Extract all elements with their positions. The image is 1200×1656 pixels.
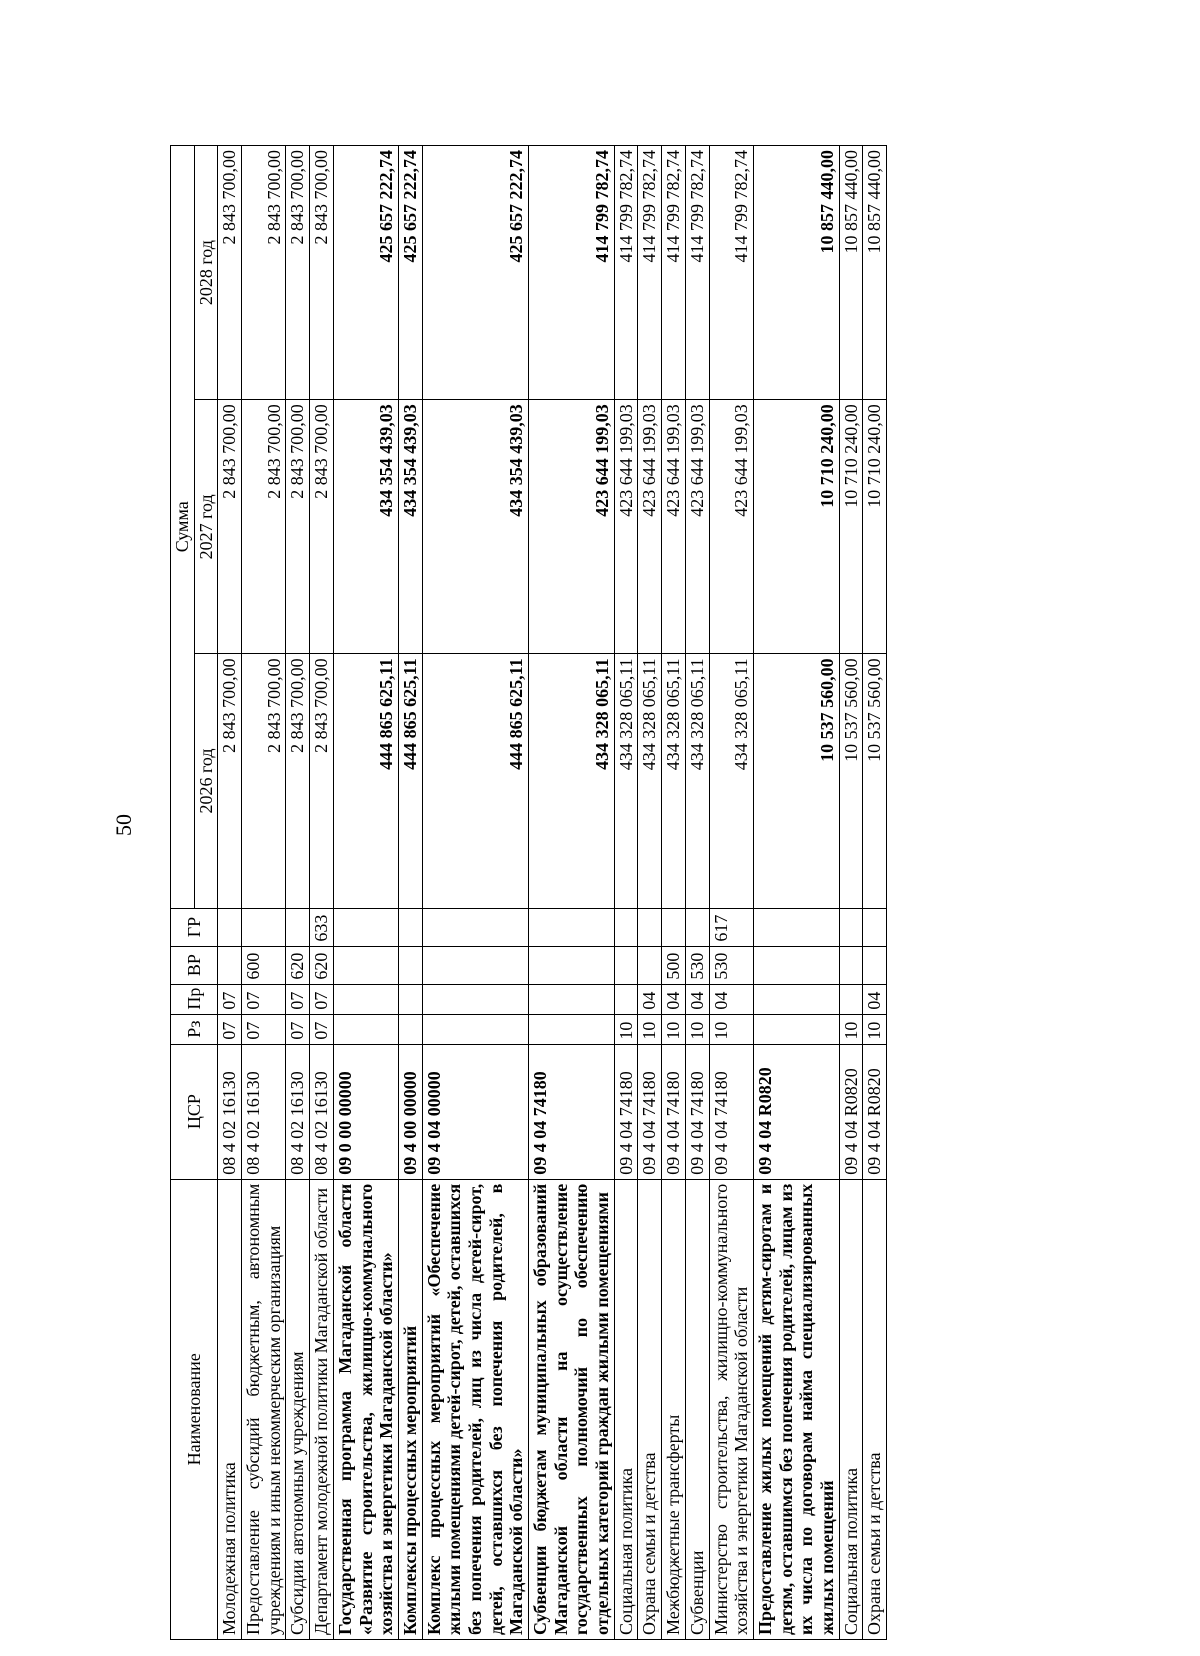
header-sum: Сумма <box>171 146 195 909</box>
header-year-2027: 2027 год <box>194 400 218 654</box>
cell-csr: 09 4 00 00000 <box>398 1044 422 1179</box>
cell-2026: 2 843 700,00 <box>286 654 310 908</box>
cell-csr: 09 4 04 74180 <box>662 1044 686 1179</box>
cell-gr <box>333 908 398 946</box>
cell-csr: 08 4 02 16130 <box>218 1044 242 1179</box>
cell-name: Социальная политика <box>614 1179 638 1639</box>
table-row <box>662 146 686 1640</box>
header-rz: Рз <box>171 1014 218 1044</box>
cell-2026: 10 537 560,00 <box>863 654 887 908</box>
header-pr: Пр <box>171 984 218 1014</box>
table-row <box>242 146 286 1640</box>
cell-name: Молодежная политика <box>218 1179 242 1639</box>
header-gr: ГР <box>171 908 218 946</box>
cell-pr: 07 <box>286 984 310 1014</box>
cell-2028: 425 657 222,74 <box>422 146 528 400</box>
cell-2026: 434 328 065,11 <box>662 654 686 908</box>
cell-name: Субвенции бюджетам муниципальных образований Магаданской области на осуществление государственных полномочий по обеспечению отдельных категорий граждан жилыми помещениями <box>529 1179 615 1639</box>
table-row <box>333 146 398 1640</box>
header-csr: ЦСР <box>171 1044 218 1179</box>
cell-csr: 09 4 04 74180 <box>638 1044 662 1179</box>
budget-table <box>170 145 887 1640</box>
cell-csr: 09 4 04 R0820 <box>753 1044 839 1179</box>
cell-rz <box>333 1014 398 1044</box>
cell-pr <box>753 984 839 1014</box>
cell-name: Предоставление жилых помещений детям-сиротам и детям, оставшимся без попечения родителей, лицам из их числа по договорам найма специализированных жилых помещений <box>753 1179 839 1639</box>
cell-csr: 09 4 04 74180 <box>709 1044 753 1179</box>
cell-rz <box>529 1014 615 1044</box>
cell-2026: 2 843 700,00 <box>310 654 334 908</box>
cell-pr: 07 <box>242 984 286 1014</box>
cell-pr <box>839 984 863 1014</box>
cell-csr: 09 4 04 R0820 <box>839 1044 863 1179</box>
table-row <box>638 146 662 1640</box>
cell-2028: 414 799 782,74 <box>709 146 753 400</box>
cell-rz: 07 <box>286 1014 310 1044</box>
cell-2027: 10 710 240,00 <box>839 400 863 654</box>
cell-2028: 414 799 782,74 <box>638 146 662 400</box>
cell-2028: 414 799 782,74 <box>685 146 709 400</box>
cell-pr: 07 <box>310 984 334 1014</box>
cell-vr: 530 <box>685 946 709 984</box>
cell-2027: 423 644 199,03 <box>685 400 709 654</box>
cell-pr <box>614 984 638 1014</box>
cell-2026: 444 865 625,11 <box>398 654 422 908</box>
cell-csr: 08 4 02 16130 <box>286 1044 310 1179</box>
table-row <box>839 146 863 1640</box>
header-year-2028: 2028 год <box>194 146 218 400</box>
cell-2028: 10 857 440,00 <box>839 146 863 400</box>
cell-gr <box>614 908 638 946</box>
cell-2028: 10 857 440,00 <box>753 146 839 400</box>
cell-csr: 08 4 02 16130 <box>242 1044 286 1179</box>
cell-pr: 04 <box>638 984 662 1014</box>
cell-vr <box>863 946 887 984</box>
cell-2028: 10 857 440,00 <box>863 146 887 400</box>
cell-2028: 2 843 700,00 <box>242 146 286 400</box>
cell-name: Министерство строительства, жилищно-коммунального хозяйства и энергетики Магаданской области <box>709 1179 753 1639</box>
cell-2026: 10 537 560,00 <box>753 654 839 908</box>
cell-vr: 500 <box>662 946 686 984</box>
cell-name: Межбюджетные трансферты <box>662 1179 686 1639</box>
cell-2027: 423 644 199,03 <box>662 400 686 654</box>
cell-2027: 434 354 439,03 <box>398 400 422 654</box>
cell-name: Охрана семьи и детства <box>863 1179 887 1639</box>
cell-name: Охрана семьи и детства <box>638 1179 662 1639</box>
cell-pr <box>333 984 398 1014</box>
table-row <box>614 146 638 1640</box>
cell-rz <box>398 1014 422 1044</box>
cell-pr: 07 <box>218 984 242 1014</box>
table-row <box>863 146 887 1640</box>
cell-name: Субсидии автономным учреждениям <box>286 1179 310 1639</box>
cell-2026: 434 328 065,11 <box>614 654 638 908</box>
cell-name: Комплекс процессных мероприятий «Обеспечение жилыми помещениями детей-сирот, детей, оставшихся без попечения родителей, лиц из числа детей-сирот, детей, оставшихся без попечения родителей, в Магаданской области» <box>422 1179 528 1639</box>
cell-csr: 09 0 00 00000 <box>333 1044 398 1179</box>
table-row <box>529 146 615 1640</box>
cell-vr: 620 <box>286 946 310 984</box>
cell-csr: 09 4 04 74180 <box>685 1044 709 1179</box>
cell-pr <box>398 984 422 1014</box>
cell-rz: 10 <box>638 1014 662 1044</box>
table-row <box>422 146 528 1640</box>
cell-gr <box>662 908 686 946</box>
cell-gr <box>422 908 528 946</box>
cell-vr <box>422 946 528 984</box>
cell-2026: 444 865 625,11 <box>422 654 528 908</box>
cell-name: Департамент молодежной политики Магаданской области <box>310 1179 334 1639</box>
cell-2028: 2 843 700,00 <box>218 146 242 400</box>
header-vr: ВР <box>171 946 218 984</box>
cell-gr <box>242 908 286 946</box>
cell-2028: 414 799 782,74 <box>529 146 615 400</box>
cell-2027: 10 710 240,00 <box>863 400 887 654</box>
cell-gr <box>218 908 242 946</box>
cell-2026: 444 865 625,11 <box>333 654 398 908</box>
cell-rz: 10 <box>863 1014 887 1044</box>
cell-rz: 10 <box>685 1014 709 1044</box>
cell-pr <box>422 984 528 1014</box>
cell-2028: 425 657 222,74 <box>333 146 398 400</box>
cell-rz <box>422 1014 528 1044</box>
table-row <box>218 146 242 1640</box>
header-year-2026: 2026 год <box>194 654 218 908</box>
cell-name: Комплексы процессных мероприятий <box>398 1179 422 1639</box>
cell-2027: 2 843 700,00 <box>286 400 310 654</box>
cell-2026: 434 328 065,11 <box>685 654 709 908</box>
cell-2028: 425 657 222,74 <box>398 146 422 400</box>
cell-pr <box>529 984 615 1014</box>
cell-pr: 04 <box>685 984 709 1014</box>
cell-gr <box>398 908 422 946</box>
cell-rz: 07 <box>310 1014 334 1044</box>
cell-2026: 434 328 065,11 <box>638 654 662 908</box>
table-body <box>218 146 887 1640</box>
cell-2028: 414 799 782,74 <box>614 146 638 400</box>
cell-gr <box>286 908 310 946</box>
cell-rz <box>753 1014 839 1044</box>
table-row <box>398 146 422 1640</box>
cell-gr <box>685 908 709 946</box>
cell-name: Субвенции <box>685 1179 709 1639</box>
cell-csr: 09 4 04 R0820 <box>863 1044 887 1179</box>
cell-rz: 10 <box>614 1014 638 1044</box>
table-row <box>753 146 839 1640</box>
cell-vr <box>218 946 242 984</box>
cell-2028: 2 843 700,00 <box>310 146 334 400</box>
cell-2026: 10 537 560,00 <box>839 654 863 908</box>
cell-name: Социальная политика <box>839 1179 863 1639</box>
table-row <box>685 146 709 1640</box>
cell-csr: 09 4 04 74180 <box>529 1044 615 1179</box>
cell-2027: 10 710 240,00 <box>753 400 839 654</box>
cell-2027: 2 843 700,00 <box>218 400 242 654</box>
cell-gr <box>638 908 662 946</box>
cell-rz: 10 <box>709 1014 753 1044</box>
cell-2027: 423 644 199,03 <box>614 400 638 654</box>
cell-rz: 10 <box>662 1014 686 1044</box>
cell-vr <box>614 946 638 984</box>
cell-rz: 10 <box>839 1014 863 1044</box>
cell-2027: 2 843 700,00 <box>242 400 286 654</box>
cell-2027: 423 644 199,03 <box>638 400 662 654</box>
cell-2027: 423 644 199,03 <box>709 400 753 654</box>
table-row <box>310 146 334 1640</box>
cell-pr: 04 <box>662 984 686 1014</box>
cell-2027: 2 843 700,00 <box>310 400 334 654</box>
cell-2026: 434 328 065,11 <box>529 654 615 908</box>
cell-gr <box>863 908 887 946</box>
cell-gr <box>753 908 839 946</box>
cell-vr <box>839 946 863 984</box>
cell-name: Предоставление субсидий бюджетным, автономным учреждениям и иным некоммерческим организациям <box>242 1179 286 1639</box>
page-number: 50 <box>111 814 136 836</box>
header-name: Наименование <box>171 1179 218 1639</box>
cell-gr: 617 <box>709 908 753 946</box>
table-row <box>286 146 310 1640</box>
cell-2026: 2 843 700,00 <box>242 654 286 908</box>
cell-vr <box>753 946 839 984</box>
cell-2027: 423 644 199,03 <box>529 400 615 654</box>
cell-gr <box>529 908 615 946</box>
cell-csr: 08 4 02 16130 <box>310 1044 334 1179</box>
cell-rz: 07 <box>242 1014 286 1044</box>
cell-gr: 633 <box>310 908 334 946</box>
cell-2026: 2 843 700,00 <box>218 654 242 908</box>
cell-csr: 09 4 04 00000 <box>422 1044 528 1179</box>
cell-2026: 434 328 065,11 <box>709 654 753 908</box>
cell-vr <box>529 946 615 984</box>
cell-vr: 530 <box>709 946 753 984</box>
cell-gr <box>839 908 863 946</box>
cell-name: Государственная программа Магаданской области «Развитие строительства, жилищно-коммунального хозяйства и энергетики Магаданской области» <box>333 1179 398 1639</box>
cell-vr <box>333 946 398 984</box>
cell-pr: 04 <box>863 984 887 1014</box>
cell-vr: 620 <box>310 946 334 984</box>
cell-vr: 600 <box>242 946 286 984</box>
table-row <box>709 146 753 1640</box>
cell-pr: 04 <box>709 984 753 1014</box>
cell-vr <box>638 946 662 984</box>
cell-2028: 414 799 782,74 <box>662 146 686 400</box>
cell-csr: 09 4 04 74180 <box>614 1044 638 1179</box>
cell-2028: 2 843 700,00 <box>286 146 310 400</box>
cell-2027: 434 354 439,03 <box>333 400 398 654</box>
budget-table-rotated <box>170 145 1155 1640</box>
cell-vr <box>398 946 422 984</box>
cell-rz: 07 <box>218 1014 242 1044</box>
cell-2027: 434 354 439,03 <box>422 400 528 654</box>
